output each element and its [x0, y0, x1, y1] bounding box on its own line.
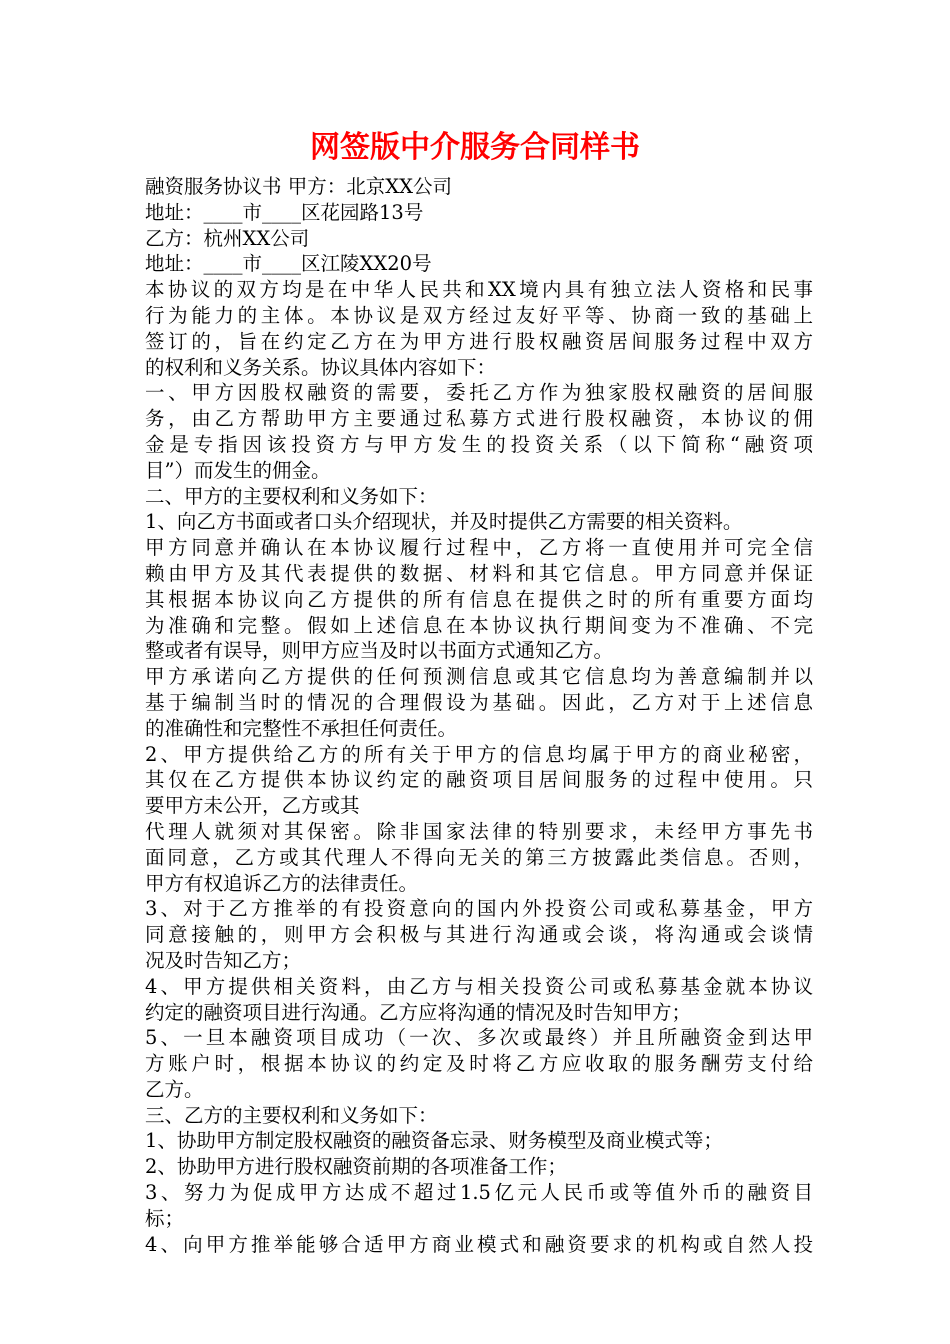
text-line: 甲方有权追诉乙方的法律责任。 [145, 871, 419, 895]
text-line: 况及时告知乙方； [145, 948, 302, 972]
text-line: 的权利和义务关系。协议具体内容如下： [145, 355, 497, 379]
text-line: 其仅在乙方提供本协议约定的融资项目居间服务的过程中使用。只 [145, 768, 813, 792]
text-line: 同意接触的，则甲方会积极与其进行沟通或会谈，将沟通或会谈情 [145, 923, 813, 947]
document-title: 网签版中介服务合同样书 [310, 130, 640, 165]
text-line: 甲方同意并确认在本协议履行过程中，乙方将一直使用并可完全信 [145, 536, 813, 560]
text-line: 3、努力为促成甲方达成不超过1.5亿元人民币或等值外币的融资目 [145, 1181, 813, 1205]
text-line: 务，由乙方帮助甲方主要通过私募方式进行股权融资，本协议的佣 [145, 407, 813, 431]
text-line: 面同意，乙方或其代理人不得向无关的第三方披露此类信息。否则， [145, 845, 813, 869]
text-line: 约定的融资项目进行沟通。乙方应将沟通的情况及时告知甲方； [145, 1000, 692, 1024]
text-line: 一、甲方因股权融资的需要，委托乙方作为独家股权融资的居间服 [145, 381, 813, 405]
text-line: 甲方承诺向乙方提供的任何预测信息或其它信息均为善意编制并以 [145, 665, 813, 689]
text-line: 要甲方未公开，乙方或其 [145, 794, 360, 818]
text-line: 二、甲方的主要权利和义务如下： [145, 484, 438, 508]
text-line: 整或者有误导，则甲方应当及时以书面方式通知乙方。 [145, 639, 614, 663]
text-line: 2、协助甲方进行股权融资前期的各项准备工作； [145, 1155, 567, 1179]
text-line: 5、一旦本融资项目成功（一次、多次或最终）并且所融资金到达甲 [145, 1026, 813, 1050]
text-line: 4、向甲方推举能够合适甲方商业模式和融资要求的机构或自然人投 [145, 1232, 813, 1256]
text-line: 本协议的双方均是在中华人民共和XX境内具有独立法人资格和民事 [145, 278, 813, 302]
text-line: 乙方。 [145, 1077, 204, 1101]
text-line: 的准确性和完整性不承担任何责任。 [145, 716, 458, 740]
text-line: 4、甲方提供相关资料，由乙方与相关投资公司或私募基金就本协议 [145, 974, 813, 998]
text-line: 目”）而发生的佣金。 [145, 458, 331, 482]
document-body [145, 174, 813, 1257]
text-line: 赖由甲方及其代表提供的数据、材料和其它信息。甲方同意并保证 [145, 561, 813, 585]
text-line: 2、甲方提供给乙方的所有关于甲方的信息均属于甲方的商业秘密， [145, 742, 813, 766]
text-line: 3、对于乙方推举的有投资意向的国内外投资公司或私募基金，甲方 [145, 897, 813, 921]
text-line: 1、协助甲方制定股权融资的融资备忘录、财务模型及商业模式等； [145, 1129, 723, 1153]
text-line: 三、乙方的主要权利和义务如下： [145, 1103, 438, 1127]
text-line: 乙方：杭州XX公司 [145, 226, 310, 250]
text-line: 基于编制当时的情况的合理假设为基础。因此，乙方对于上述信息 [145, 690, 813, 714]
text-line: 标； [145, 1206, 185, 1230]
text-line: 融资服务协议书 甲方：北京XX公司 [145, 175, 452, 198]
text-line: 代理人就须对其保密。除非国家法律的特别要求，未经甲方事先书 [145, 819, 813, 843]
text-line: 1、向乙方书面或者口头介绍现状，并及时提供乙方需要的相关资料。 [145, 510, 743, 534]
text-line: 地址：____市____区花园路13号 [145, 200, 424, 224]
text-line: 签订的，旨在约定乙方在为甲方进行股权融资居间服务过程中双方 [145, 329, 813, 353]
text-line: 其根据本协议向乙方提供的所有信息在提供之时的所有重要方面均 [145, 587, 813, 611]
text-line: 金是专指因该投资方与甲方发生的投资关系（以下简称“融资项 [145, 432, 813, 456]
text-line: 方账户时，根据本协议的约定及时将乙方应收取的服务酬劳支付给 [145, 1052, 813, 1076]
text-line: 地址：____市____区江陵XX20号 [145, 252, 432, 276]
text-line: 行为能力的主体。本协议是双方经过友好平等、协商一致的基础上 [145, 303, 813, 327]
text-line: 为准确和完整。假如上述信息在本协议执行期间变为不准确、不完 [145, 613, 813, 637]
